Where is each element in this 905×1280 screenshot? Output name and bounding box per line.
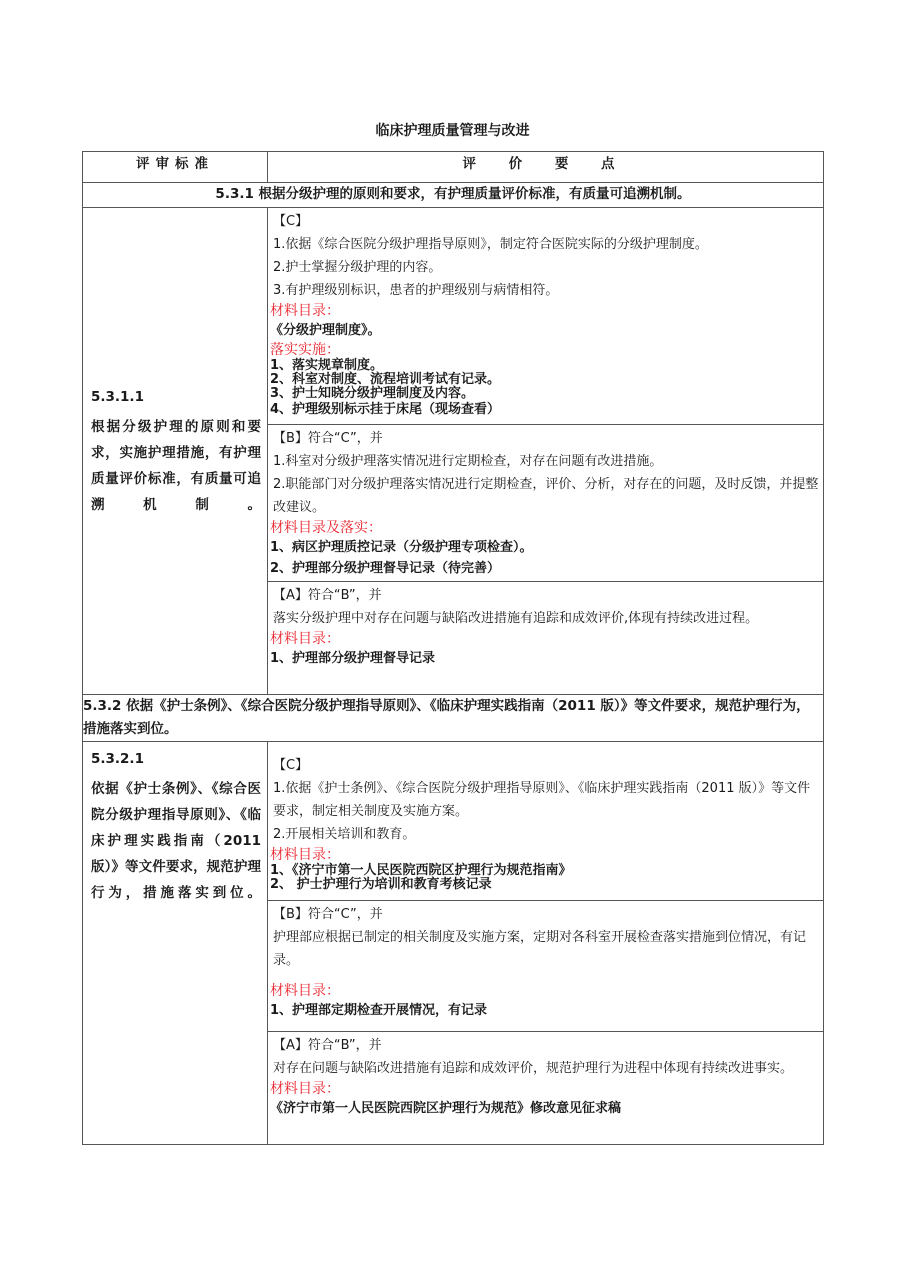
table-header-row [83, 152, 824, 183]
material-item: 2、护理部分级护理督导记录（待完善） [270, 561, 501, 576]
grade-item: 2.职能部门对分级护理落实情况进行定期检查，评价、分析，对存在的问题，及时反馈，并提整改建议。 [273, 477, 819, 515]
grade-item: 1.科室对分级护理落实情况进行定期检查，对存在问题有改进措施。 [273, 454, 663, 469]
criterion-code: 5.3.1.1 [91, 389, 144, 405]
materials-label: 材料目录： [270, 1081, 340, 1097]
material-item: 1、《济宁市第一人民医院西院区护理行为规范指南》 [270, 863, 572, 878]
criterion-row [83, 208, 824, 425]
criterion-row [83, 742, 824, 901]
grade-item: 1.依据《护士条例》、《综合医院分级护理指导原则》、《临床护理实践指南（2011 版）》等文件要求，制定相关制度及实施方案。 [273, 781, 811, 819]
grade-c-cell [268, 208, 824, 425]
grade-c-label: 【C】 [273, 214, 309, 229]
material-item: 1、护理部定期检查开展情况，有记录 [270, 1003, 488, 1018]
grade-c-label: 【C】 [273, 758, 309, 773]
implementation-item: 2、科室对制度、流程培训考试有记录。 [270, 372, 501, 387]
grade-item: 2.开展相关培训和教育。 [273, 827, 416, 842]
material-item: 1、病区护理质控记录（分级护理专项检查）。 [270, 540, 533, 555]
header-standard: 评审标准 [83, 152, 268, 183]
materials-label: 材料目录： [270, 631, 340, 647]
criterion-text: 依据《护士条例》、《综合医院分级护理指导原则》、《临床护理实践指南（2011 版）》等文件要求，规范护理行为，措施落实到位。 [91, 781, 261, 901]
grade-a-cell [268, 582, 824, 695]
section-heading: 5.3.2 依据《护士条例》、《综合医院分级护理指导原则》、《临床护理实践指南（2011 版）》等文件要求，规范护理行为，措施落实到位。 [83, 695, 824, 742]
material-item: 《分级护理制度》。 [270, 323, 381, 338]
materials-label: 材料目录： [270, 983, 340, 999]
grade-item: 2.护士掌握分级护理的内容。 [273, 260, 442, 275]
implementation-label: 落实实施： [270, 342, 340, 358]
grade-item: 3.有护理级别标识，患者的护理级别与病情相符。 [273, 283, 559, 298]
grade-b-cell [268, 901, 824, 1032]
grade-b-label: 【B】符合“C”，并 [273, 431, 383, 446]
grade-a-label: 【A】符合“B”，并 [273, 588, 382, 603]
implementation-item: 3、护士知晓分级护理制度及内容。 [270, 386, 475, 401]
materials-label: 材料目录及落实： [270, 520, 382, 536]
grade-item: 落实分级护理中对存在问题与缺陷改进措施有追踪和成效评价,体现有持续改进过程。 [273, 611, 759, 626]
criterion-cell [83, 208, 268, 695]
material-item: 《济宁市第一人民医院西院区护理行为规范》修改意见征求稿 [270, 1101, 622, 1116]
evaluation-table [82, 151, 824, 1145]
criterion-code: 5.3.2.1 [91, 751, 144, 767]
materials-label: 材料目录： [270, 303, 340, 319]
grade-c-cell [268, 742, 824, 901]
criterion-text: 根据分级护理的原则和要求，实施护理措施，有护理质量评价标准，有质量可追溯机制。 [91, 419, 261, 513]
grade-item: 对存在问题与缺陷改进措施有追踪和成效评价，规范护理行为进程中体现有持续改进事实。 [273, 1061, 794, 1076]
grade-b-label: 【B】符合“C”，并 [273, 907, 383, 922]
material-item: 1、护理部分级护理督导记录 [270, 651, 436, 666]
grade-item: 1.依据《综合医院分级护理指导原则》，制定符合医院实际的分级护理制度。 [273, 237, 708, 252]
material-item: 2、 护士护理行为培训和教育考核记录 [270, 877, 492, 892]
section-heading-row [83, 695, 824, 742]
header-points: 评 价 要 点 [268, 152, 824, 183]
materials-label: 材料目录： [270, 847, 340, 863]
section-heading-row [83, 183, 824, 208]
grade-item: 护理部应根据已制定的相关制度及实施方案，定期对各科室开展检查落实措施到位情况，有记录。 [273, 930, 807, 968]
implementation-item: 4、护理级别标示挂于床尾（现场查看） [270, 402, 501, 417]
grade-b-cell [268, 425, 824, 582]
grade-a-label: 【A】符合“B”，并 [273, 1038, 382, 1053]
page-title: 临床护理质量管理与改进 [375, 123, 530, 139]
criterion-cell [83, 742, 268, 1145]
grade-a-cell [268, 1032, 824, 1145]
implementation-item: 1、落实规章制度。 [270, 358, 384, 373]
section-heading: 5.3.1 根据分级护理的原则和要求，有护理质量评价标准，有质量可追溯机制。 [83, 183, 824, 208]
